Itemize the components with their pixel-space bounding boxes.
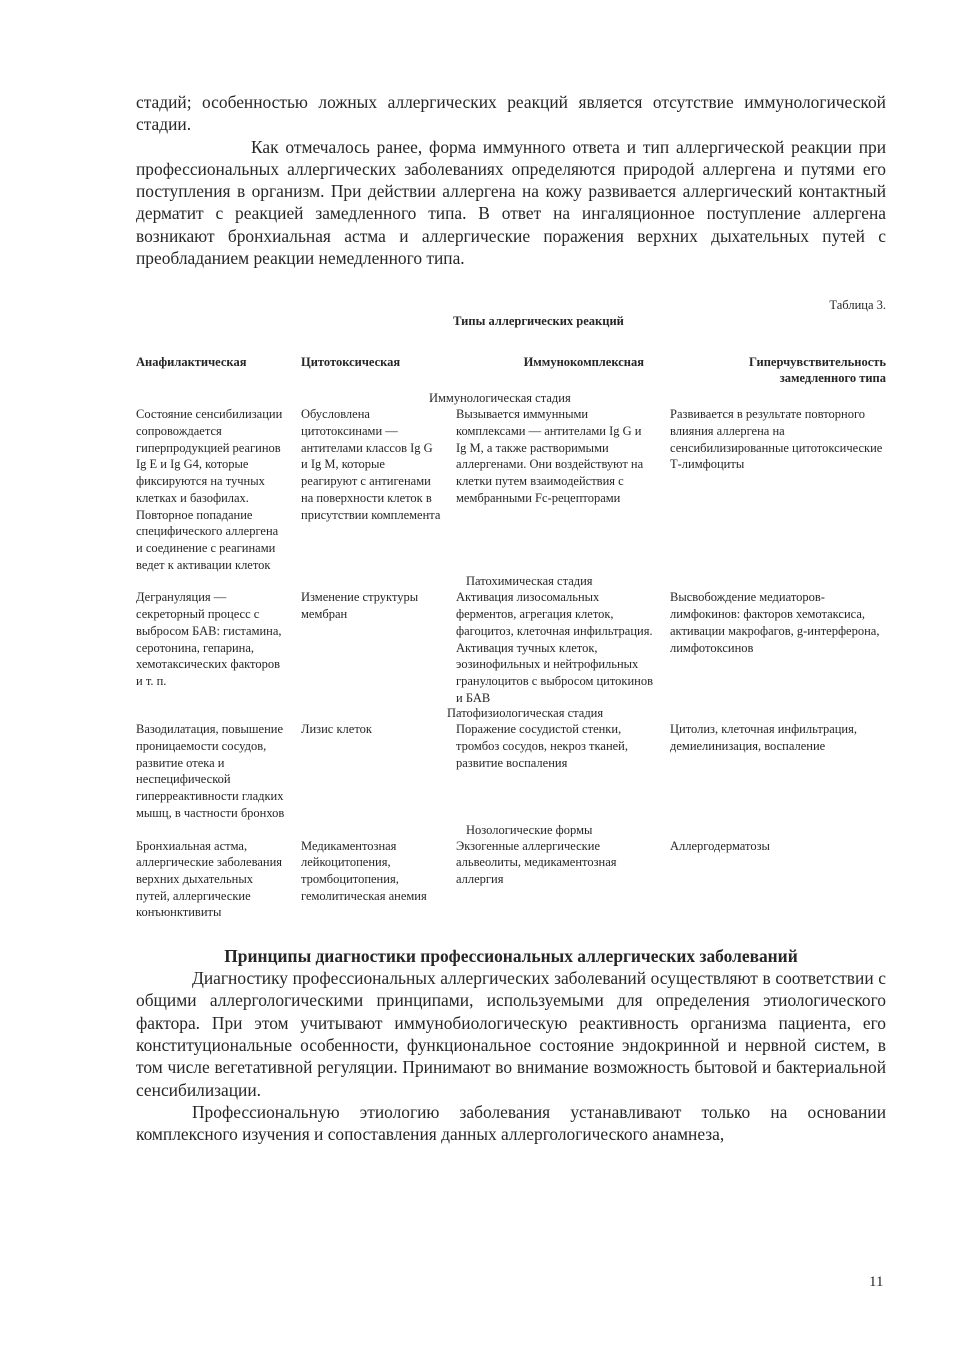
section-paragraph-1: Диагностику профессиональных аллергических заболеваний осуществляют в соответствии с общими аллергологическими принципами, используемыми для определения этиологического фактора. При этом учитывают иммунобиологическую реактивность организма пациента, его конституциональные особенности, функциональное состояние эндокринной и нервной систем, в том числе вегетативной регуляции. Принимают во внимание возможность бытовой и бактериальной сенсибилизации. (136, 968, 886, 1100)
intro-paragraph-1: стадий; особенностью ложных аллергических реакций является отсутствие иммунологической стадии. (136, 92, 886, 135)
table-row-pathophysiological (136, 721, 886, 821)
table-cell: Высвобождение медиаторов-лимфокинов: факторов хемотаксиса, активации макрофагов, g-интерферона, лимфотоксинов (670, 590, 880, 655)
table-cell: Дегрануляция — секреторный процесс с выбросом БАВ: гистамина, серотонина, гепарина, хемотаксических факторов и т. п. (136, 590, 282, 688)
table-number: Таблица 3. (829, 298, 886, 313)
page-content (136, 91, 886, 1145)
table-title: Типы аллергических реакций (453, 314, 624, 329)
table-cell: Вазодилатация, повышение проницаемости сосудов, развитие отека и неспецифической гиперреактивности гладких мышц, в частности бронхов (136, 722, 285, 820)
section-title: Принципы диагностики профессиональных аллергических заболеваний (224, 946, 798, 967)
table-cell: Развивается в результате повторного влияния аллергена на сенсибилизированные цитотоксические Т-лимфоциты (670, 407, 883, 472)
stage-pathochemical-label: Патохимическая стадия (466, 574, 593, 589)
header-anaphylactic: Анафилактическая (136, 355, 247, 370)
table-cell: Поражение сосудистой стенки, тромбоз сосудов, некроз тканей, развитие воспаления (456, 722, 628, 770)
table-row-nosological (136, 838, 886, 922)
stage-immunological-label: Иммунологическая стадия (429, 391, 571, 406)
stage-pathophysiological-label: Патофизиологическая стадия (447, 706, 604, 721)
table-header-row (136, 354, 886, 386)
table-cell: Обусловлена цитотоксинами — антителами классов Ig G и Ig M, которые реагируют с антигенами на поверхности клеток в присутствии комплемента (301, 407, 441, 522)
table-row-immunological (136, 406, 886, 573)
table-cell: Изменение структуры мембран (301, 590, 419, 622)
table-cell: Состояние сенсибилизации сопровождается гиперпродукцией реагинов Ig E и Ig G4, которые фиксируются на тучных клетках и базофилах. Повторное попадание специфического аллергена и соединение с реагинами ведет к активации клеток (136, 407, 283, 572)
stage-nosological-label: Нозологические формы (466, 822, 593, 837)
table-cell: Цитолиз, клеточная инфильтрация, демиелинизация, воспаление (670, 722, 857, 754)
page-number: 11 (869, 1274, 884, 1290)
table-cell: Аллергодерматозы (670, 838, 770, 853)
table-cell: Экзогенные аллергические альвеолиты, медикаментозная аллергия (456, 838, 617, 886)
table-cell: Лизис клеток (301, 722, 372, 737)
header-immunocomplex: Иммунокомплексная (523, 355, 644, 370)
table-cell: Бронхиальная астма, аллергические заболевания верхних дыхательных путей, аллергические конъюнктивиты (136, 838, 283, 920)
table-cell: Активация лизосомальных ферментов, агрегация клеток, фагоцитоз, клеточная инфильтрация. Активация тучных клеток, эозинофильных и нейтрофильных гранулоцитов с выбросом цитокинов и БАВ (456, 590, 654, 705)
section-paragraph-2: Профессиональную этиологию заболевания устанавливают только на основании комплексного изучения и сопоставления данных аллергологического анамнеза, (136, 1101, 886, 1145)
table-cell: Вызывается иммунными комплексами — антителами Ig G и Ig M, а также растворимыми аллергенами. Они воздействуют на клетки путем взаимодействия с мембранными Fc-рецепторами (456, 407, 644, 505)
header-delayed-hypersensitivity: Гиперчувствительность замедленного типа (749, 355, 886, 386)
header-cytotoxic: Цитотоксическая (301, 355, 401, 370)
table-row-pathochemical (136, 589, 886, 706)
intro-paragraph-2: Как отмечалось ранее, форма иммунного ответа и тип аллергической реакции при профессиональных аллергических заболеваниях определяются природой аллергена и путями его поступления в организм. При действии аллергена на кожу развивается аллергический контактный дерматит с реакцией замедленного типа. В ответ на ингаляционное поступление аллергена возникают бронхиальная астма и аллергические поражения верхних дыхательных путей с преобладанием реакции немедленного типа. (136, 136, 886, 269)
table-cell: Медикаментозная лейкоцитопения, тромбоцитопения, гемолитическая анемия (301, 838, 427, 903)
